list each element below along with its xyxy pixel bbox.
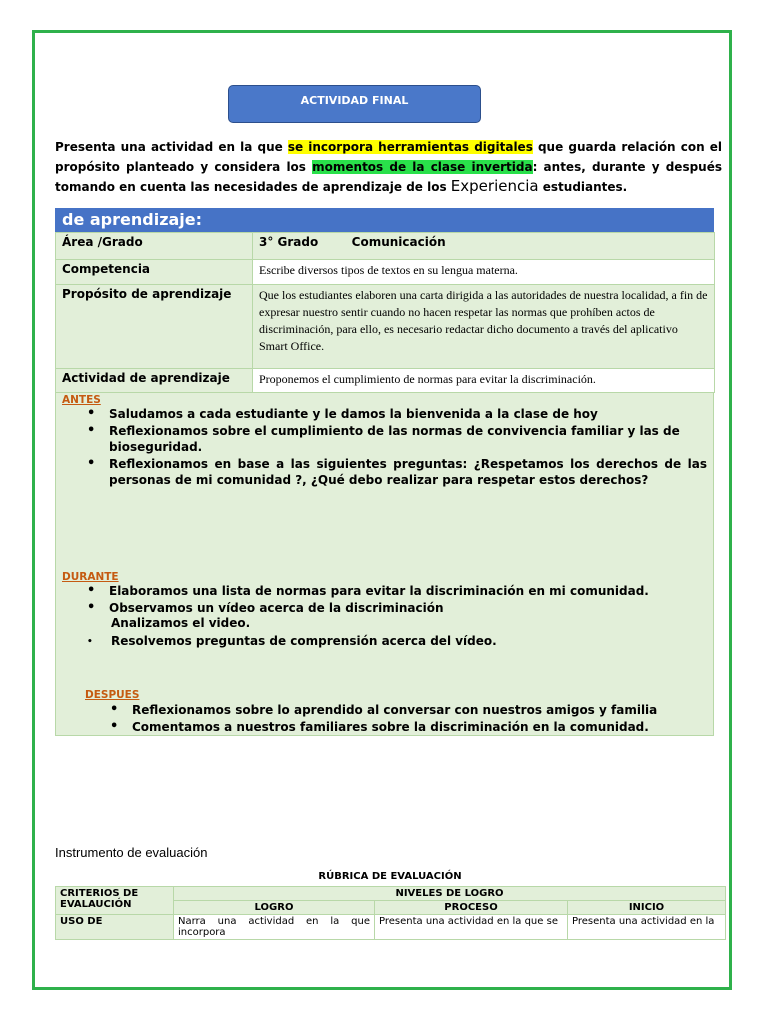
- list-item: • Saludamos a cada estudiante y le damos la bienvenida a la clase de hoy: [87, 406, 598, 421]
- durante-list: [85, 583, 707, 616]
- intro-paragraph: [55, 138, 722, 198]
- logro-cell: Narra una actividad en la que incorpora: [174, 915, 375, 940]
- bullet-icon: •: [87, 455, 96, 471]
- proposito-value: Que los estudiantes elaboren una carta dirigida a las autoridades de nuestra localidad, a fin de expresar nuestro sentir cuando no hacen respetar las normas que prohíben actos de discriminación, para ello, es necesario redactar dicho documento a través del aplicativo Smart Office.: [253, 285, 715, 369]
- section-header: de aprendizaje:: [55, 208, 714, 232]
- list-item: • Observamos un vídeo acerca de la discriminación: [87, 599, 444, 615]
- list-item: • Elaboramos una lista de normas para evitar la discriminación en mi comunidad.: [87, 583, 649, 598]
- list-item: • Reflexionamos sobre lo aprendido al conversar con nuestros amigos y familia: [110, 702, 658, 717]
- list-item: • Comentamos a nuestros familiares sobre la discriminación en la comunidad.: [110, 718, 649, 734]
- durante-list-2: [85, 633, 707, 650]
- logro-header: LOGRO: [174, 901, 375, 915]
- list-item: • Reflexionamos sobre el cumplimiento de las normas de convivencia familiar y las de bioseguridad.: [87, 422, 680, 454]
- rubric-title: RÚBRICA DE EVALUACIÓN: [318, 871, 462, 882]
- bullet-icon: •: [87, 406, 96, 421]
- despues-label: DESPUES: [85, 689, 140, 701]
- niveles-header: NIVELES DE LOGRO: [174, 887, 726, 901]
- competencia-label: Competencia: [56, 260, 253, 285]
- criterios-header: CRITERIOS DE EVALAUCIÓN: [56, 887, 174, 915]
- durante-plain-line: Analizamos el video.: [111, 616, 251, 630]
- intro-text-2: que guarda relación con el propósito planteado y considera los: [55, 140, 722, 174]
- activity-title: ACTIVIDAD FINAL: [228, 85, 481, 123]
- bullet-icon: •: [110, 718, 119, 734]
- intro-text-1: Presenta una actividad en la que: [55, 140, 288, 154]
- bullet-icon: •: [87, 599, 96, 615]
- inicio-header: INICIO: [568, 901, 726, 915]
- proceso-header: PROCESO: [375, 901, 568, 915]
- instrumento-label: Instrumento de evaluación: [55, 845, 208, 860]
- actividad-label: Actividad de aprendizaje: [56, 369, 253, 393]
- highlight-flipped-class: momentos de la clase invertida: [312, 159, 533, 174]
- actividad-value: Proponemos el cumplimiento de normas para evitar la discriminación.: [253, 369, 715, 393]
- intro-experiencia: Experiencia: [450, 177, 539, 195]
- durante-label: DURANTE: [62, 571, 119, 583]
- bullet-icon: •: [110, 702, 119, 717]
- proposito-label: Propósito de aprendizaje: [56, 285, 253, 369]
- area-value: 3° Grado Comunicación: [253, 233, 715, 260]
- bullet-icon: •: [87, 583, 96, 598]
- rubric-row-label: USO DE: [56, 915, 174, 940]
- rubric-table: [55, 886, 726, 940]
- bullet-icon: •: [87, 422, 96, 438]
- antes-label: ANTES: [62, 394, 101, 406]
- despues-list: [108, 702, 708, 735]
- list-item: • Resolvemos preguntas de comprensión acerca del vídeo.: [85, 633, 707, 650]
- antes-list: [85, 406, 707, 489]
- highlight-digital-tools: se incorpora herramientas digitales: [287, 140, 533, 154]
- list-item: • Reflexionamos en base a las siguientes preguntas: ¿Respetamos los derechos de las personas de mi comunidad ?, ¿Qué debo realizar para respetar estos derechos?: [87, 455, 707, 487]
- intro-text-3: : antes, durante y después tomando en cuenta las necesidades de aprendizaje de los: [55, 159, 722, 194]
- bullet-icon: •: [87, 637, 93, 647]
- info-table: [55, 232, 715, 393]
- proceso-cell: Presenta una actividad en la que se: [375, 915, 568, 940]
- area-label: Área /Grado: [56, 233, 253, 260]
- competencia-value: Escribe diversos tipos de textos en su lengua materna.: [253, 260, 715, 285]
- inicio-cell: Presenta una actividad en la: [568, 915, 726, 940]
- intro-text-4: estudiantes.: [538, 180, 628, 194]
